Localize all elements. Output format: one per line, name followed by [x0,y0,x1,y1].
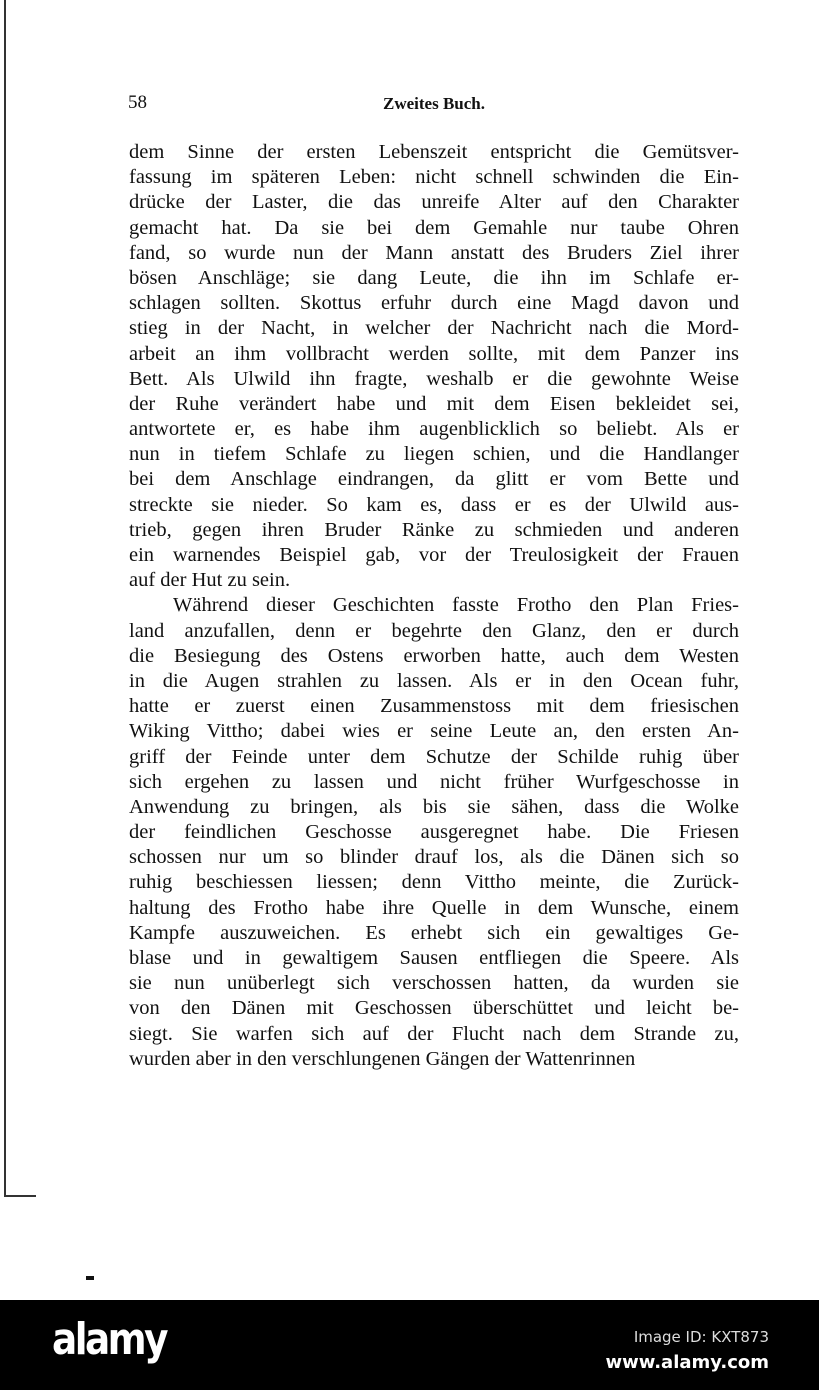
text-line: land anzufallen, denn er begehrte den Glanz, den er durch [129,619,739,642]
text-line: streckte sie nieder. So kam es, dass er es der Ulwild aus- [129,493,739,516]
text-line: griff der Feinde unter dem Schutze der Schilde ruhig über [129,745,739,768]
text-line: Anwendung zu bringen, als bis sie sähen, dass die Wolke [129,795,739,818]
site-url: www.alamy.com [605,1352,769,1373]
text-line: antwortete er, es habe ihm augenblicklich so beliebt. Als er [129,418,739,441]
text-line: ruhig beschiessen liessen; denn Vittho meinte, die Zurück- [129,871,739,894]
text-line: sich ergehen zu lassen und nicht früher Wurfgeschosse in [129,770,739,793]
scan-edge [4,0,6,1195]
text-line: bei dem Anschlage eindrangen, da glitt er vom Bette und [129,468,739,491]
text-line: der feindlichen Geschosse ausgeregnet habe. Die Friesen [129,821,739,844]
text-line: wurden aber in den verschlungenen Gängen der Wattenrinnen [129,1047,636,1070]
text-line: arbeit an ihm vollbracht werden sollte, mit dem Panzer ins [129,342,739,365]
text-line: Wiking Vittho; dabei wies er seine Leute an, den ersten An- [129,720,739,743]
text-line: fassung im späteren Leben: nicht schnell schwinden die Ein- [129,166,739,189]
text-line: nun in tiefem Schlafe zu liegen schien, und die Handlanger [129,443,739,466]
body-text [129,140,739,1072]
text-line: von den Dänen mit Geschossen überschüttet und leicht be- [129,997,739,1020]
text-line: blase und in gewaltigem Sausen entfliegen die Speere. Als [129,947,739,969]
text-line: dem Sinne der ersten Lebenszeit entspricht die Gemütsver- [129,141,739,163]
text-line: Während dieser Geschichten fasste Frotho den Plan Fries- [173,594,739,617]
text-line: trieb, gegen ihren Bruder Ränke zu schmieden und anderen [129,518,739,541]
text-line: bösen Anschläge; sie dang Leute, die ihn im Schlafe er- [129,266,739,289]
alamy-logo: alamy [52,1314,166,1365]
watermark-footer [0,1300,819,1390]
text-line: Bett. Als Ulwild ihn fragte, weshalb er die gewohnte Weise [129,367,739,390]
scan-edge [4,1195,36,1197]
text-line: haltung des Frotho habe ihre Quelle in dem Wunsche, einem [129,896,739,919]
text-line: schossen nur um so blinder drauf los, als die Dänen sich so [129,846,739,869]
page-header [128,92,740,118]
text-line: in die Augen strahlen zu lassen. Als er in den Ocean fuhr, [129,669,739,692]
text-line: Kampfe auszuweichen. Es erhebt sich ein gewaltiges Ge- [129,921,739,944]
text-line: ein warnendes Beispiel gab, vor der Treulosigkeit der Frauen [129,544,739,566]
text-line: fand, so wurde nun der Mann anstatt des Bruders Ziel ihrer [129,241,739,264]
text-line: stieg in der Nacht, in welcher der Nachricht nach die Mord- [129,317,739,340]
running-title: Zweites Buch. [383,94,485,113]
text-line: die Besiegung des Ostens erworben hatte, auch dem Westen [129,644,739,667]
scan-mark [86,1276,94,1280]
text-line: der Ruhe verändert habe und mit dem Eisen bekleidet sei, [129,392,739,415]
text-line: hatte er zuerst einen Zusammenstoss mit dem friesischen [129,695,739,718]
text-line: auf der Hut zu sein. [129,569,291,592]
text-line: sie nun unüberlegt sich verschossen hatten, da wurden sie [129,972,739,995]
page-number: 58 [128,92,147,113]
text-line: gemacht hat. Da sie bei dem Gemahle nur taube Ohren [129,216,739,239]
image-id: Image ID: KXT873 [633,1328,769,1346]
text-line: drücke der Laster, die das unreife Alter auf den Charakter [129,191,739,214]
text-line: schlagen sollten. Skottus erfuhr durch eine Magd davon und [129,292,739,315]
text-line: siegt. Sie warfen sich auf der Flucht nach dem Strande zu, [129,1022,739,1045]
